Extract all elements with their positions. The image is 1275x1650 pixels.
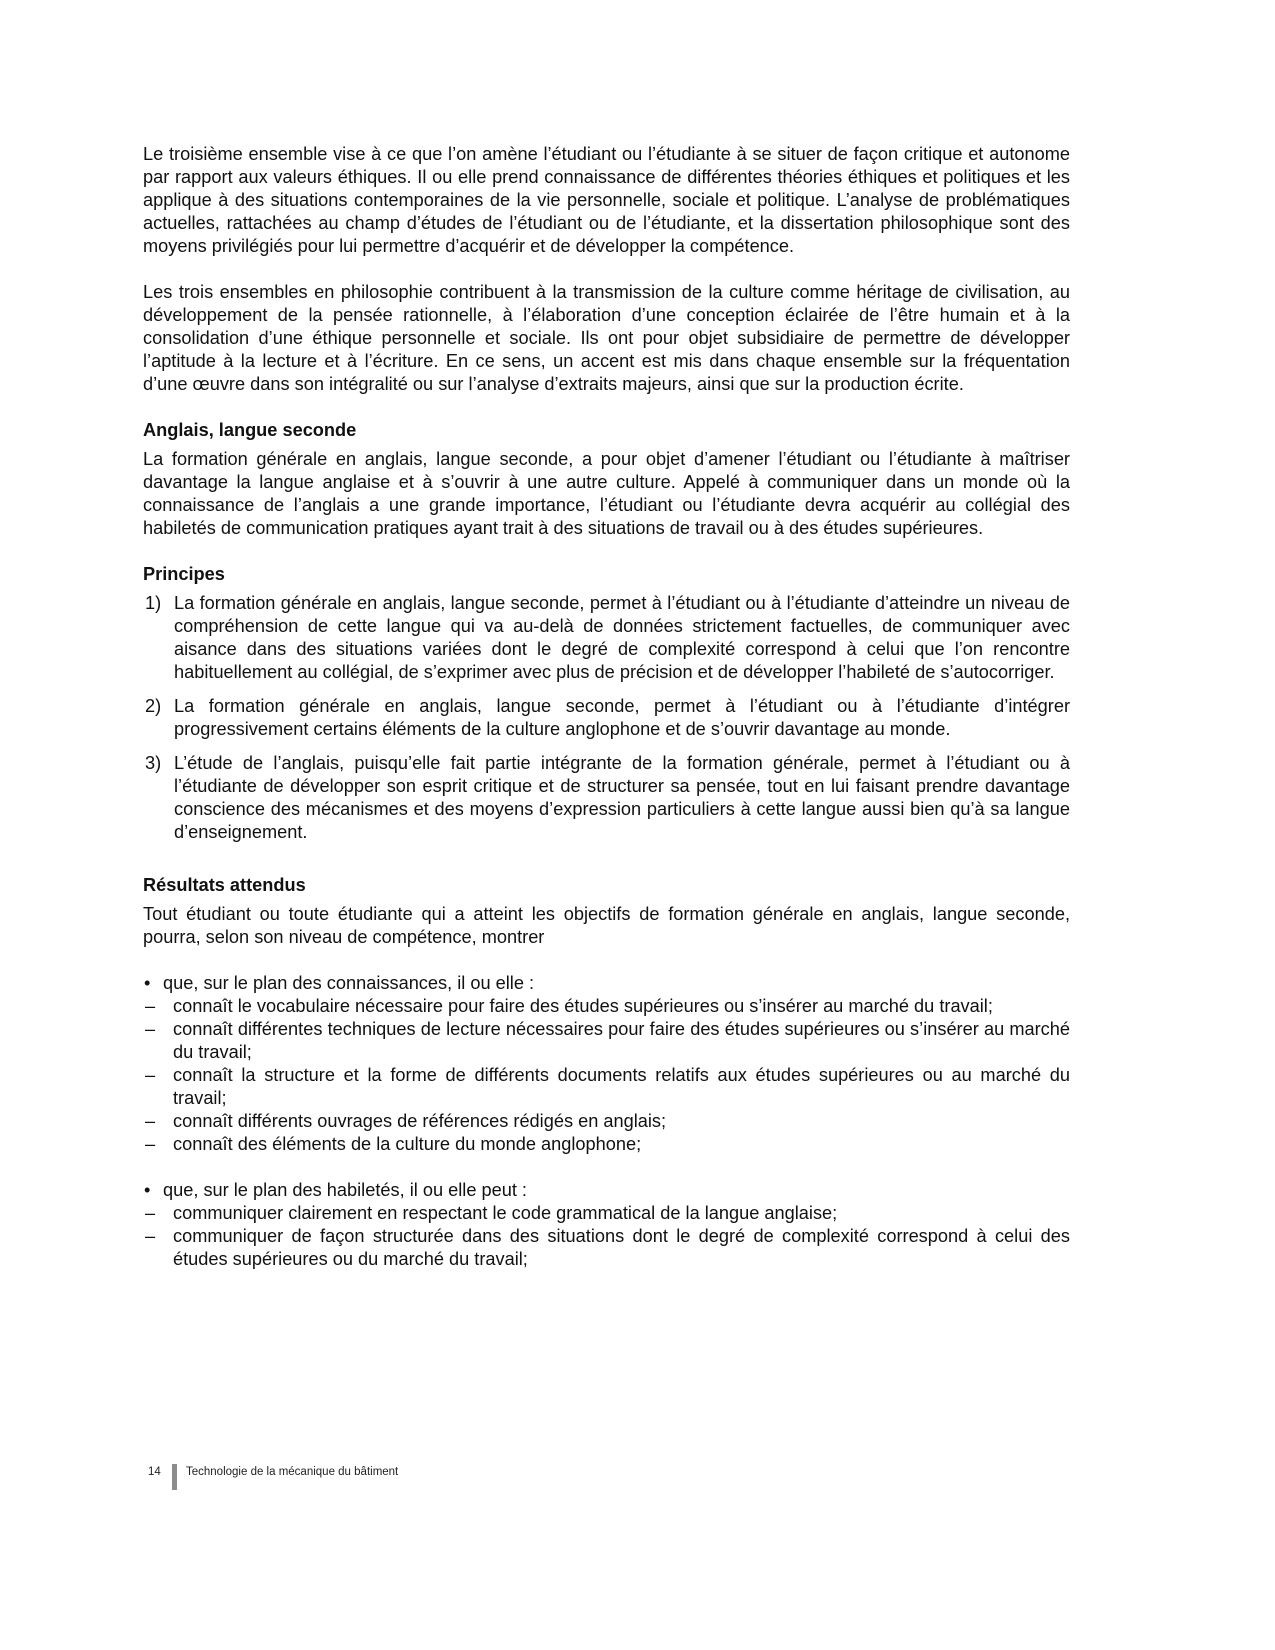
item-text: La formation générale en anglais, langue seconde, permet à l’étudiant ou à l’étudiante d’atteindre un niveau de compréhension de cette langue qui va au-delà de données strictement factuelles, de communiquer avec aisance dans des situations variées dont le degré de complexité correspond à celui que l’on rencontre habituellement au collégial, de s’exprimer avec plus de précision et de développer l’habileté de s’autocorriger. <box>174 593 1070 682</box>
section-resultats <box>143 874 1070 1271</box>
section-principes <box>143 563 1070 844</box>
dash-item-text: communiquer de façon structurée dans des situations dont le degré de complexité correspond à celui des études supérieures ou du marché du travail; <box>173 1226 1070 1269</box>
principe-item <box>143 752 1070 844</box>
page-footer <box>148 1464 398 1490</box>
dash-icon: – <box>145 1111 156 1131</box>
intro-paragraph-1: Le troisième ensemble vise à ce que l’on amène l’étudiant ou l’étudiante à se situer de façon critique et autonome par rapport aux valeurs éthiques. Il ou elle prend connaissance de différentes théories éthiques et politiques et les applique à des situations contemporaines de la vie personnelle, sociale et politique. L’analyse de problématiques actuelles, rattachées au champ d’études de l’étudiant ou de l’étudiante, et la dissertation philosophique sont des moyens privilégiés pour lui permettre d’acquérir et de développer la compétence. <box>143 144 1070 256</box>
dash-icon: – <box>145 996 156 1016</box>
bullet-icon: • <box>144 1180 151 1200</box>
dash-item <box>143 1225 1070 1271</box>
intro-paragraph-2: Les trois ensembles en philosophie contribuent à la transmission de la culture comme héritage de civilisation, au développement de la pensée rationnelle, à l’élaboration d’une conception éclairée de l’être humain et à la consolidation d’une éthique personnelle et sociale. Ils ont pour objet subsidiaire de permettre de développer l’aptitude à la lecture et à l’écriture. En ce sens, un accent est mis dans chaque ensemble sur la fréquentation d’une œuvre dans son intégralité ou sur l’analyse d’extraits majeurs, ainsi que sur la production écrite. <box>143 282 1070 394</box>
dash-item-text: connaît différentes techniques de lecture nécessaires pour faire des études supérieures ou s’insérer au marché du travail; <box>173 1019 1070 1062</box>
dash-item <box>143 1110 1070 1133</box>
heading-principes: Principes <box>143 564 225 584</box>
resultats-bullets <box>143 972 1070 1271</box>
dash-item <box>143 995 1070 1018</box>
principe-item <box>143 592 1070 684</box>
principe-item <box>143 695 1070 741</box>
dash-list <box>143 1202 1070 1271</box>
dash-icon: – <box>145 1203 156 1223</box>
dash-icon: – <box>145 1065 156 1085</box>
dash-item <box>143 1064 1070 1110</box>
footer-document-title: Technologie de la mécanique du bâtiment <box>186 1466 399 1478</box>
resultats-intro: Tout étudiant ou toute étudiante qui a atteint les objectifs de formation générale en anglais, langue seconde, pourra, selon son niveau de compétence, montrer <box>143 904 1070 947</box>
dash-item <box>143 1018 1070 1064</box>
bullet-group-habiletes <box>143 1179 1070 1271</box>
bullet-lead: que, sur le plan des connaissances, il ou elle : <box>163 973 535 993</box>
dash-icon: – <box>145 1019 156 1039</box>
dash-list <box>143 995 1070 1156</box>
bullet-icon: • <box>144 973 151 993</box>
dash-item <box>143 1202 1070 1225</box>
page-number: 14 <box>148 1466 161 1478</box>
heading-anglais: Anglais, langue seconde <box>143 420 357 440</box>
item-number: 1) <box>145 593 162 613</box>
heading-resultats: Résultats attendus <box>143 875 306 895</box>
dash-item-text: communiquer clairement en respectant le code grammatical de la langue anglaise; <box>173 1203 838 1223</box>
item-number: 2) <box>145 696 162 716</box>
section-anglais <box>143 419 1070 540</box>
item-number: 3) <box>145 753 162 773</box>
dash-item-text: connaît le vocabulaire nécessaire pour faire des études supérieures ou s’insérer au marché du travail; <box>173 996 993 1016</box>
item-text: La formation générale en anglais, langue seconde, permet à l’étudiant ou à l’étudiante d’intégrer progressivement certains éléments de la culture anglophone et de s’ouvrir davantage au monde. <box>174 696 1070 739</box>
footer-divider-bar <box>172 1464 177 1490</box>
dash-item <box>143 1133 1070 1156</box>
bullet-group-connaissances <box>143 972 1070 1156</box>
dash-icon: – <box>145 1134 156 1154</box>
document-page <box>143 143 1070 1294</box>
anglais-paragraph: La formation générale en anglais, langue seconde, a pour objet d’amener l’étudiant ou l’étudiante à maîtriser davantage la langue anglaise et à s’ouvrir à une autre culture. Appelé à communiquer dans un monde où la connaissance de l’anglais a une grande importance, l’étudiant ou l’étudiante devra acquérir au collégial des habiletés de communication pratiques ayant trait à des situations de travail ou à des études supérieures. <box>143 449 1070 538</box>
dash-item-text: connaît des éléments de la culture du monde anglophone; <box>173 1134 642 1154</box>
principes-list <box>143 592 1070 844</box>
item-text: L’étude de l’anglais, puisqu’elle fait partie intégrante de la formation générale, permet à l’étudiant ou à l’étudiante de développer son esprit critique et de structurer sa pensée, tout en lui faisant prendre davantage conscience des mécanismes et des moyens d’expression particuliers à cette langue aussi bien qu’à sa langue d’enseignement. <box>174 753 1070 842</box>
dash-item-text: connaît la structure et la forme de différents documents relatifs aux études supérieures ou au marché du travail; <box>173 1065 1070 1108</box>
dash-item-text: connaît différents ouvrages de références rédigés en anglais; <box>173 1111 667 1131</box>
dash-icon: – <box>145 1226 156 1246</box>
bullet-lead: que, sur le plan des habiletés, il ou elle peut : <box>163 1180 527 1200</box>
